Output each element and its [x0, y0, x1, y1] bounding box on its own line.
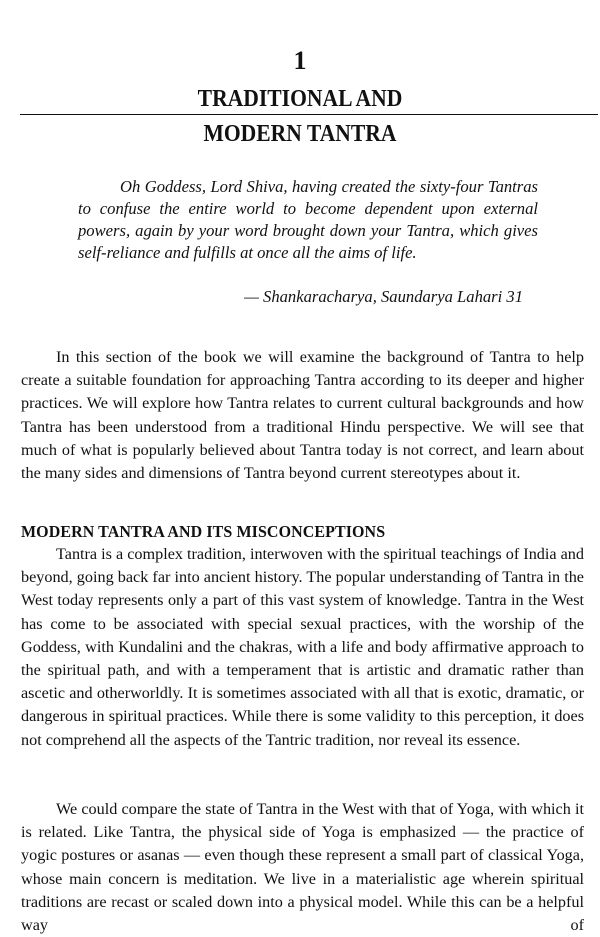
- chapter-title-line-2: MODERN TANTRA: [203, 121, 397, 147]
- chapter-number: 1: [293, 46, 307, 75]
- epigraph-text: Oh Goddess, Lord Shiva, having created the sixty-four Tantras to confuse the entire world to become dependent upon external powers, again by your word brought down your Tantra, which gives self-reliance and fulfills at once all the aims of life.: [78, 177, 538, 262]
- section-paragraph-2: We could compare the state of Tantra in the West with that of Yoga, with which it is related. Like Tantra, the physical side of Yoga is emphasized — the practice of yogic postures or asanas — even though these represent a small part of classical Yoga, whose main concern is meditation. We live in a materialistic age wherein spiritual traditions are recast or scaled down into a physical model. While this can be a helpful way of: [21, 800, 584, 935]
- section-paragraph-1: Tantra is a complex tradition, interwoven with the spiritual teachings of India and beyond, going back far into ancient history. The popular understanding of Tantra in the West today represents only a part of this vast system of knowledge. Tantra in the West has come to be associated with special sexual practices, with the worship of the Goddess, with Kundalini and the chakras, with a life and body affirmative approach to the spiritual path, and with a temperament that is artistic and dramatic rather than ascetic and otherworldly. It is sometimes associated with all that is exotic, dramatic, or dangerous in spiritual practices. While there is some validity to this perception, it does not comprehend all the aspects of the Tantric tradition, nor reveal its essence.: [21, 545, 584, 749]
- chapter-title-line-1: TRADITIONAL AND: [197, 86, 403, 112]
- intro-paragraph: In this section of the book we will examine the background of Tantra to help create a suitable foundation for approaching Tantra according to its deeper and higher practices. We will explore how Tantra relates to current cultural backgrounds and how Tantra has been understood from a traditional Hindu perspective. We will see that much of what is popularly believed about Tantra today is not correct, and learn about the many sides and dimensions of Tantra beyond current stereotypes about it.: [21, 348, 584, 483]
- section-heading: MODERN TANTRA AND ITS MISCONCEPTIONS: [21, 522, 386, 541]
- title-divider-rule: [20, 114, 598, 115]
- epigraph-attribution: — Shankaracharya, Saundarya Lahari 31: [244, 287, 523, 306]
- epigraph-quote: [78, 176, 538, 264]
